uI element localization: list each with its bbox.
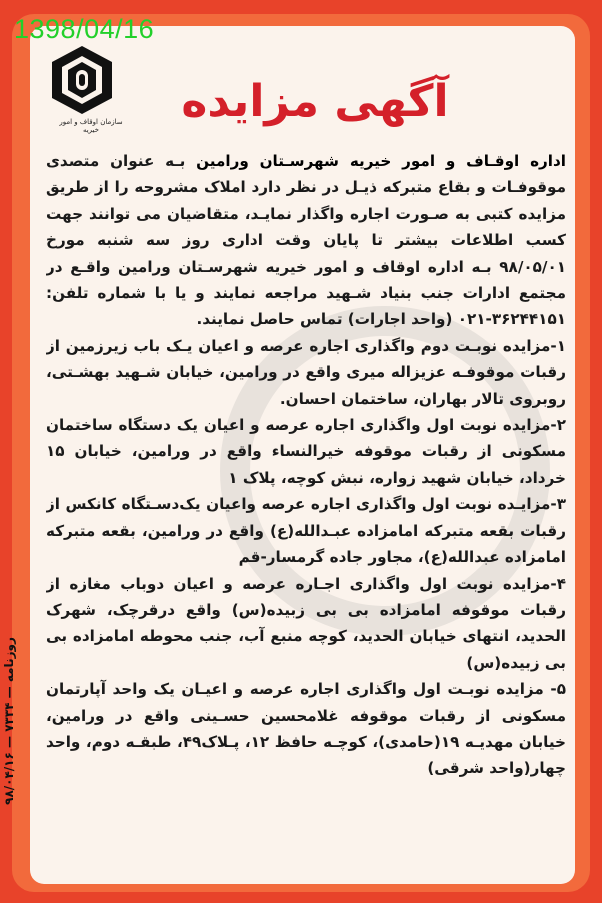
auction-item: ۵- مزایده نوبـت اول واگذاری اجاره عرصه و اعیـان یک واحد آپارتمان مسکونی از رقبات موقوفه غلامحسین حسـینی واقع در ورامین، خیابان مهدیـه ۱۹(حامدی)، کوچـه حافظ ۱۲، پـلاک۴۹، طبقـه دوم، واحد چهار(واحد شرقی) bbox=[46, 680, 566, 778]
auction-item: ۳-مزایـده نوبت اول واگذاری اجاره عرصه واعیان یک‌دسـتگاه کانکس از رقبات بقعه متبرکه امامزاده عبـدالله(ع) واقع در ورامین، بقعه متبرکه امامزاده عبدالله(ع)، مجاور جاده گرمسار-قم bbox=[46, 495, 566, 567]
logo-caption: سازمان اوقاف و امور خیریه bbox=[59, 118, 123, 134]
auction-item: ۲-مزایده نوبت اول واگذاری اجاره عرصه و اعیان یک دستگاه ساختمان مسکونی از رقبات موقوفه خیرالنساء واقع در ورامین، خیابان ۱۵ خرداد، خیابان شهید زواره، نبش کوچه، پلاک ۱ bbox=[46, 416, 566, 487]
ad-body bbox=[46, 148, 566, 864]
auction-item: ۱-مزایده نوبـت دوم واگذاری اجاره عرصه و اعیان یـک باب زیرزمین از رقبات موقوفـه عزیزاله میری واقع در ورامین، خیابان شـهید بهشـتی، روبروی تالار بهاران، ساختمان احسان. bbox=[46, 336, 566, 408]
page-title: آگهی مزایده bbox=[181, 76, 449, 127]
side-label-text: روزنامه — ۷۳۳۴ — ۹۸/۰۴/۱۶ bbox=[2, 637, 16, 805]
intro-rest: بـه عنوان متصدی موقوفـات و بقاع متبرکه ذیـل در نظر دارد املاک مشروحه را از طریق مزایده کتبی به صـورت اجاره واگذار نمایـد، متقاضیان می توانند جهت کسب اطلاعات بیشتر تا پایان وقت اداری روز سه شنبه مورخ ۹۸/۰۵/۰۱ بـه اداره اوقاف و امور خیریه شهرسـتان ورامین واقـع در مجتمع ادارات جنب بنیاد شـهید مراجعه نمایند و یا با شماره تلفن: ۳۶۲۴۴۱۵۱-۰۲۱ (واحد اجارات) تماس حاصل نمایند. bbox=[46, 152, 566, 329]
awqaf-logo bbox=[46, 44, 123, 136]
awqaf-logo-icon bbox=[46, 44, 118, 116]
auction-item: ۴-مزایده نوبت اول واگذاری اجـاره عرصه و اعیان دوباب مغازه از رقبات موقوفه امامزاده بی بی زبیده(س) واقع درقرچک، شهرک الحدید، انتهای خیابان الحدید، کوچه منبع آب، جنب محوطه امامزاده بی بی زبیده(س) bbox=[46, 574, 566, 672]
date-stamp: 1398/04/16 bbox=[14, 14, 155, 44]
intro-paragraph bbox=[46, 148, 566, 333]
newspaper-side-label bbox=[0, 560, 26, 890]
intro-strong: اداره اوقـاف و امور خیریه شهرسـتان ورامین bbox=[196, 152, 566, 170]
